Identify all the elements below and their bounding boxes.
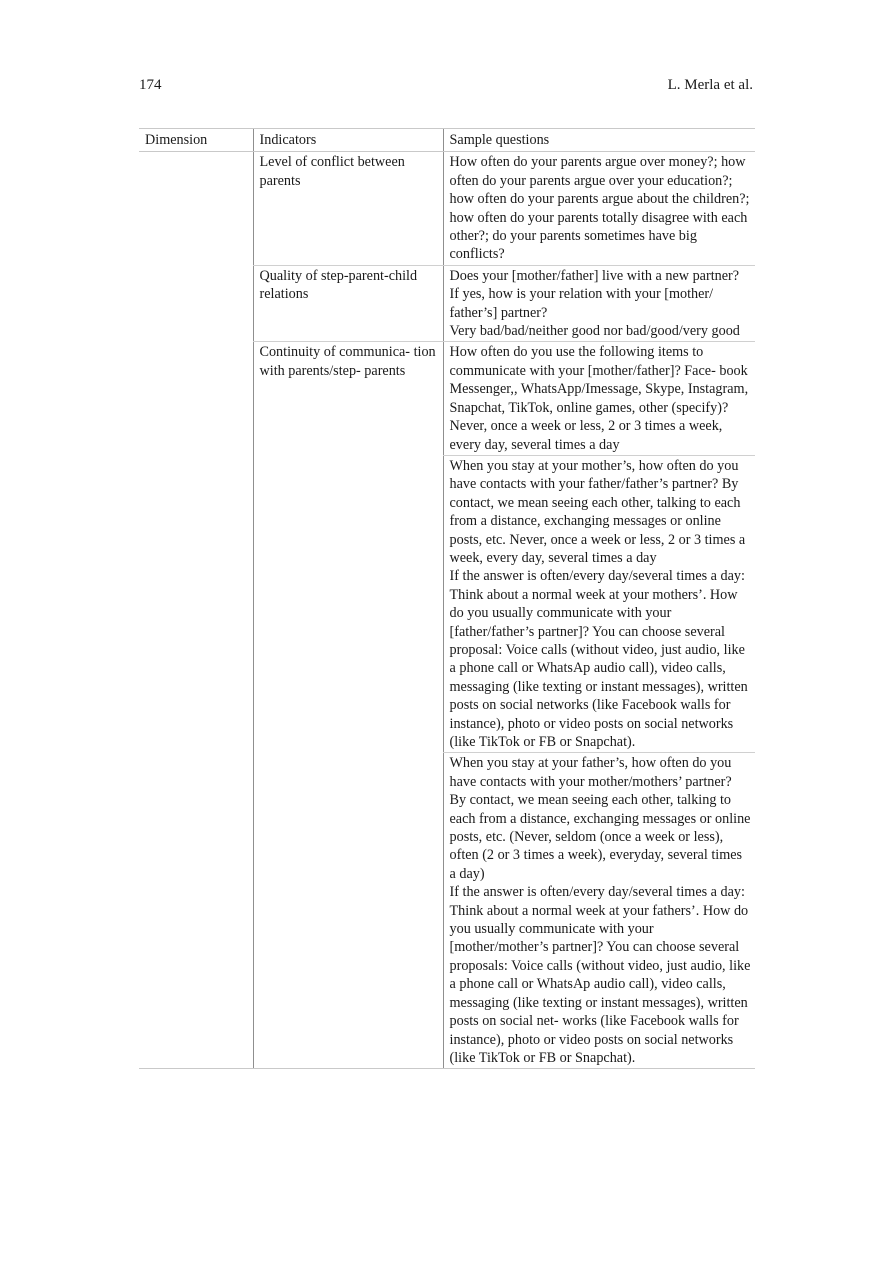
dimension-cell [139, 152, 253, 1069]
questions-cell [443, 342, 755, 455]
table-row [139, 152, 755, 265]
questions-cell [443, 753, 755, 1069]
questions-cell [443, 152, 755, 265]
question-text: How often do your parents argue over money?; how often do your parents argue over your education?; how often do your parents argue about the children?; how often do your parents totally disagree with each other?; do your parents sometimes have big conflicts? [449, 154, 750, 263]
column-header-dimension: Dimension [139, 129, 253, 152]
question-text: If the answer is often/every day/several times a day: Think about a normal week at your fathers’. How do you usually communicate with your [mother/mother’s partner]? You can choose several proposals: Voice calls (without video, just audio, like a phone call or WhatsAp audio call), video calls, messaging (like texting or instant messages), written posts on social net- works (like Facebook walls for instance), photo or video posts on social networks (like TikTok or FB or Snapchat). [449, 884, 751, 1066]
questions-table [139, 128, 755, 1069]
question-text: If the answer is often/every day/several times a day: Think about a normal week at your mothers’. How do you usually communicate with your [father/father’s partner]? You can choose several proposal: Voice calls (without video, just audio, like a phone call or WhatsAp audio call), video calls, messaging (like texting or instant messages), written posts on social networks (like Facebook walls for instance), photo or video posts on social networks (like TikTok or FB or Snapchat). [449, 568, 748, 750]
table-header-row [139, 129, 755, 152]
indicator-cell: Level of conflict between parents [253, 152, 443, 265]
question-text: How often do you use the following items to communicate with your [mother/father]? Face- book Messenger,, WhatsApp/Imessage, Skype, Instagram, Snapchat, TikTok, online games, other (specify)? Never, once a week or less, 2 or 3 times a week, every day, several times a day [449, 344, 749, 453]
column-header-indicators: Indicators [253, 129, 443, 152]
question-text: When you stay at your father’s, how often do you have contacts with your mother/mothers’ partner? By contact, we mean seeing each other, talking to each from a distance, exchanging messages or online posts, etc. (Never, seldom (once a week or less), often (2 or 3 times a week), everyday, several times a day) [449, 755, 751, 882]
indicator-cell: Continuity of communica- tion with parents/step- parents [253, 342, 443, 1069]
question-text: When you stay at your mother’s, how often do you have contacts with your father/father’s partner? By contact, we mean seeing each other, talking to each from a distance, exchanging messages or online posts, etc. Never, once a week or less, 2 or 3 times a week, every day, several times a day [449, 457, 746, 566]
running-head: L. Merla et al. [667, 77, 753, 93]
question-text: Does your [mother/father] live with a new partner? [449, 267, 740, 284]
column-header-sample-questions: Sample questions [443, 129, 755, 152]
indicator-cell: Quality of step-parent-child relations [253, 265, 443, 342]
questions-cell [443, 455, 755, 753]
answer-scale-text: Very bad/bad/neither good nor bad/good/very good [449, 323, 740, 340]
page-number: 174 [139, 77, 162, 93]
questions-cell [443, 265, 755, 342]
question-text: If yes, how is your relation with your [mother/ father’s] partner? [449, 286, 714, 321]
